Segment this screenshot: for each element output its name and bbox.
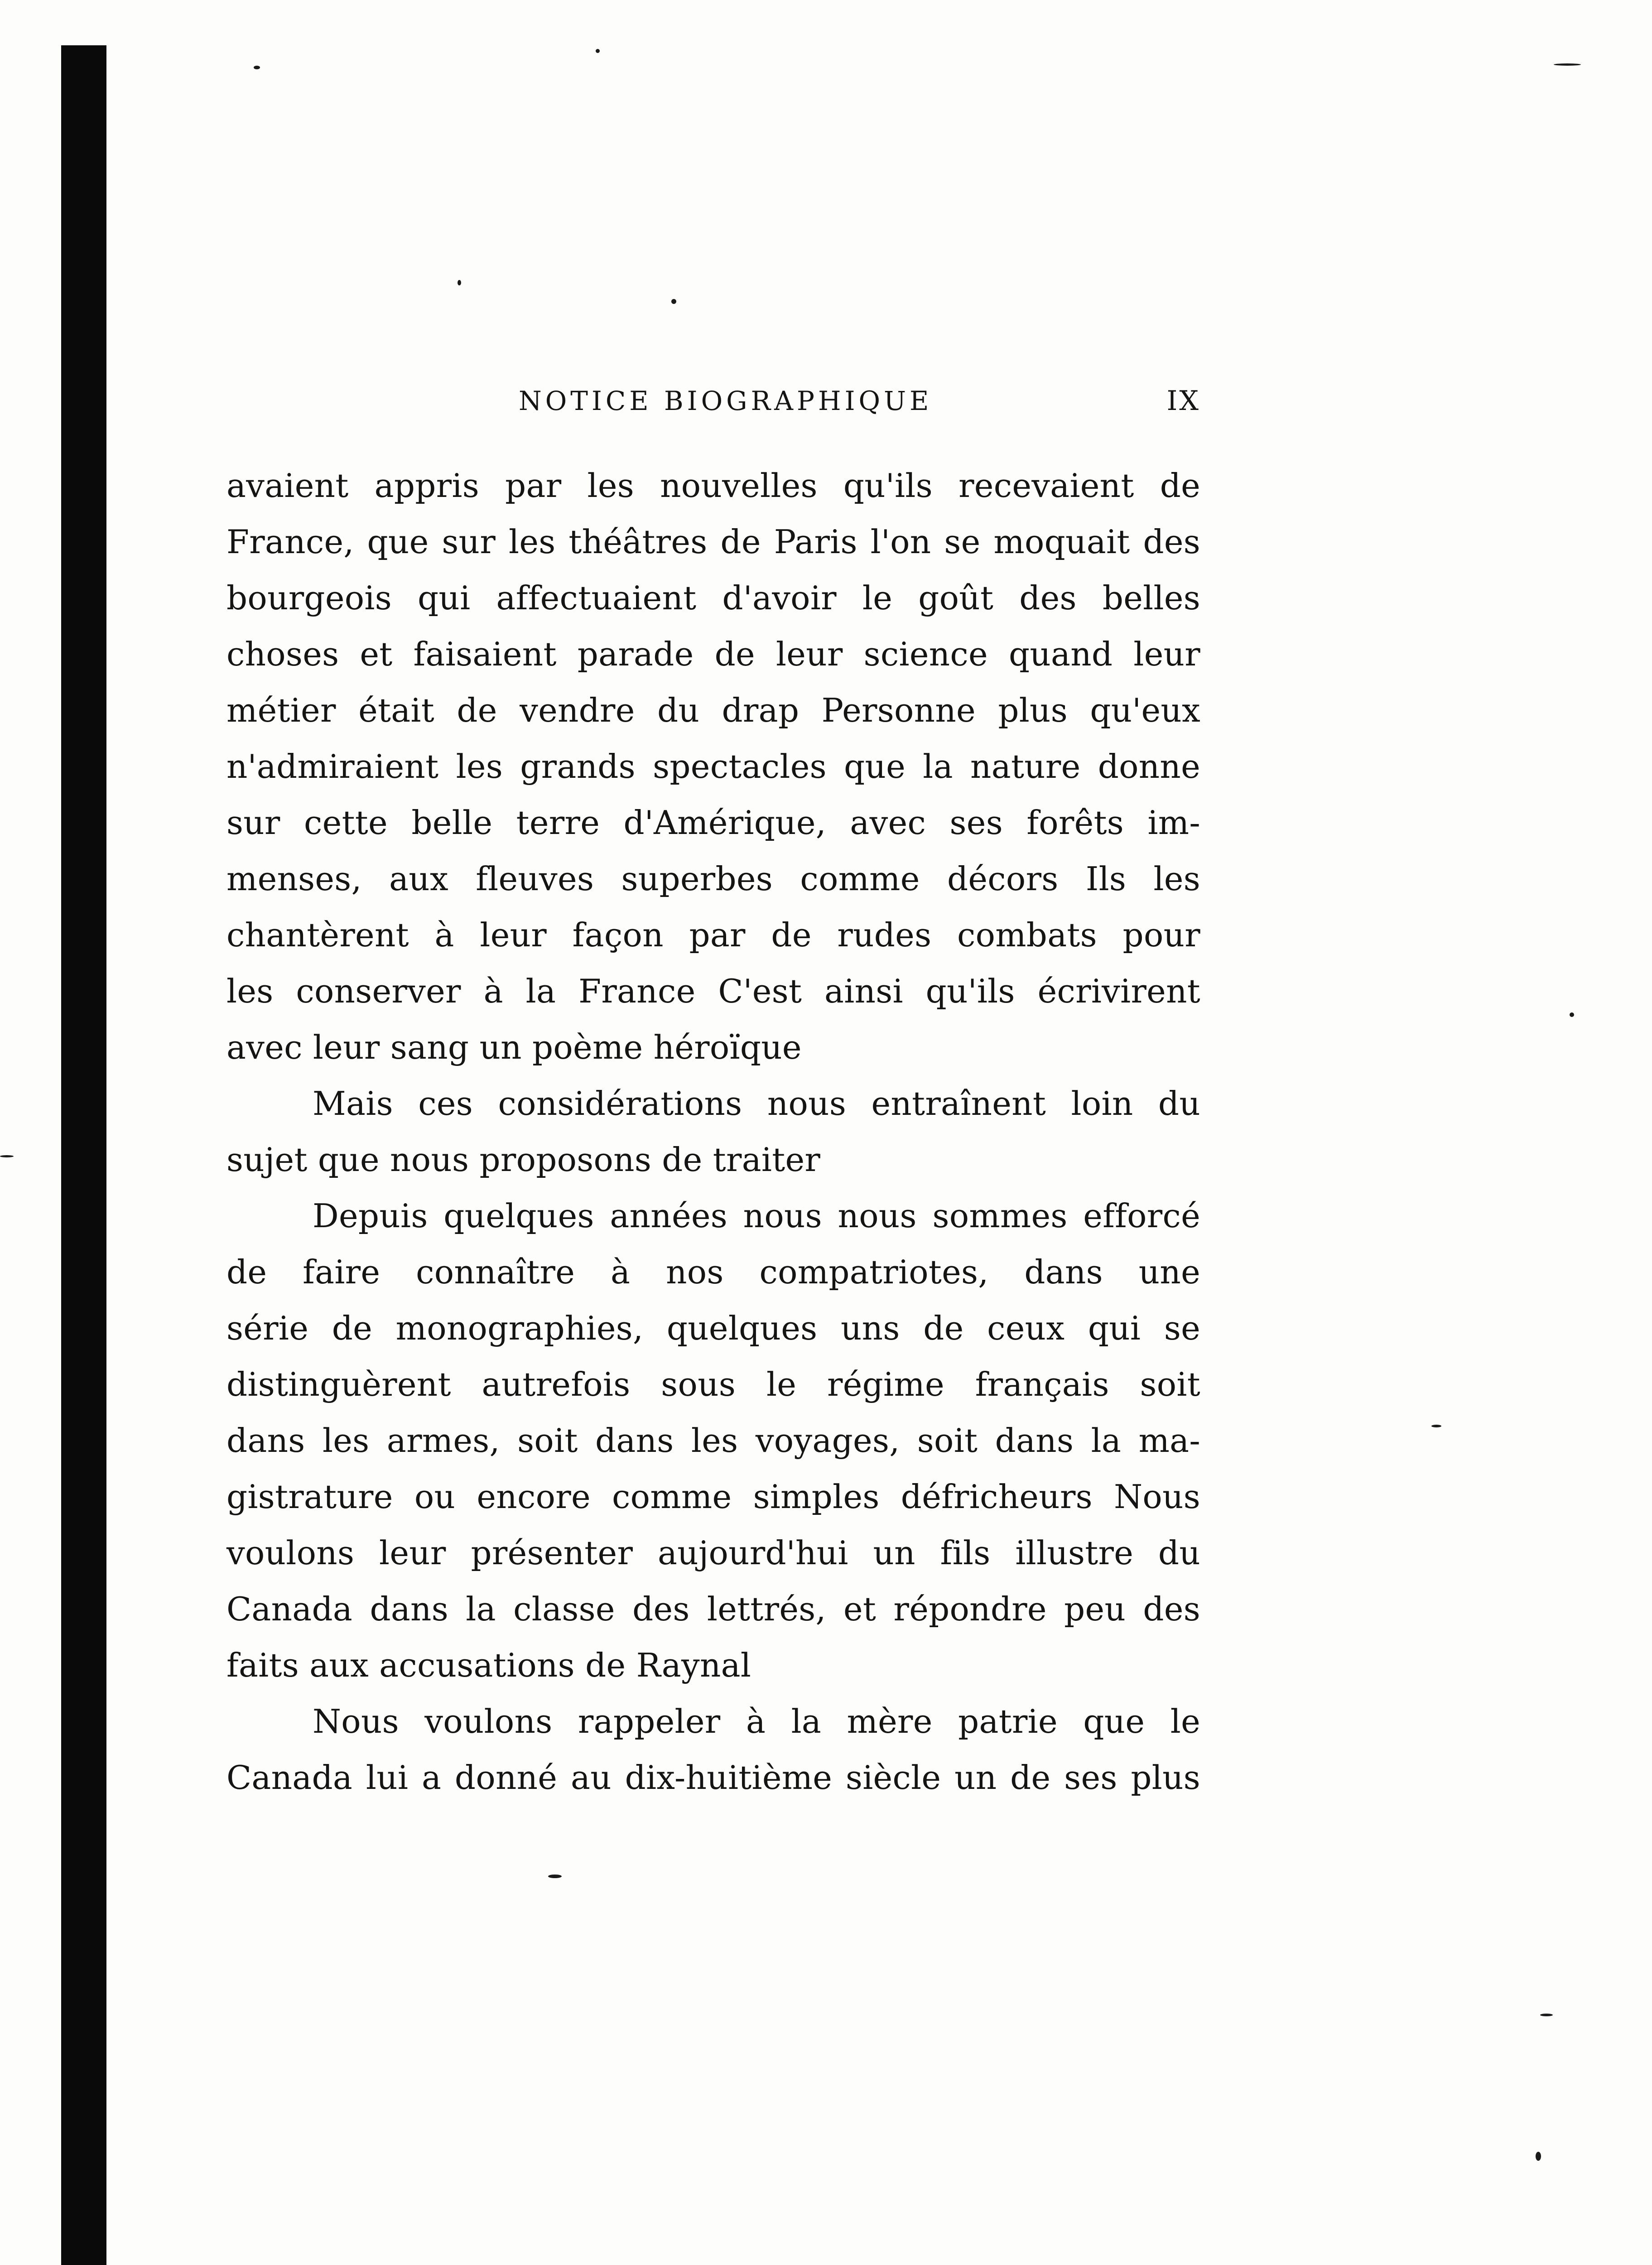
text-line: France, que sur les théâtres de Paris l'on se moquait des	[226, 523, 1200, 561]
text-line: dans les armes, soit dans les voyages, soit dans la ma-	[226, 1422, 1200, 1460]
scan-speck	[0, 1155, 14, 1157]
text-line: sur cette belle terre d'Amérique, avec ses forêts im-	[226, 804, 1200, 842]
paragraph-4	[226, 1693, 1200, 1806]
scan-speck	[254, 66, 260, 69]
paragraph-3	[226, 1188, 1200, 1693]
scan-speck	[1540, 2014, 1553, 2016]
scan-speck	[548, 1875, 562, 1878]
text-line: avaient appris par les nouvelles qu'ils recevaient de	[226, 467, 1200, 505]
body-text	[226, 458, 1200, 1806]
text-line: faits aux accusations de Raynal	[226, 1646, 751, 1684]
paragraph-2	[226, 1075, 1200, 1188]
paragraph-1	[226, 458, 1200, 1075]
text-line: Nous voulons rappeler à la mère patrie que le	[313, 1702, 1200, 1740]
text-line: les conserver à la France C'est ainsi qu'ils écrivirent	[226, 972, 1200, 1010]
text-line: Canada lui a donné au dix-huitième siècle un de ses plus	[226, 1759, 1200, 1797]
text-line: chantèrent à leur façon par de rudes combats pour	[226, 916, 1200, 954]
scan-speck	[458, 280, 461, 285]
text-line: Canada dans la classe des lettrés, et répondre peu des	[226, 1590, 1200, 1628]
text-line: choses et faisaient parade de leur science quand leur	[226, 635, 1200, 673]
running-head-title: NOTICE BIOGRAPHIQUE	[519, 386, 933, 416]
page-number: IX	[1166, 385, 1200, 417]
text-line: Depuis quelques années nous nous sommes efforcé	[313, 1197, 1200, 1235]
scan-speck	[1554, 63, 1581, 66]
text-line: avec leur sang un poème héroïque	[226, 1028, 802, 1066]
scan-speck	[1431, 1425, 1441, 1427]
text-line: gistrature ou encore comme simples défricheurs Nous	[226, 1478, 1200, 1516]
text-line: n'admiraient les grands spectacles que la nature donne	[226, 747, 1200, 786]
text-line: sujet que nous proposons de traiter	[226, 1141, 821, 1179]
text-line: bourgeois qui affectuaient d'avoir le goût des belles	[226, 579, 1200, 617]
text-line: distinguèrent autrefois sous le régime français soit	[226, 1365, 1200, 1403]
scan-speck	[596, 49, 600, 53]
text-line: métier était de vendre du drap Personne plus qu'eux	[226, 691, 1200, 729]
running-head	[226, 381, 1200, 421]
scan-speck	[1536, 2152, 1541, 2161]
text-line: voulons leur présenter aujourd'hui un fils illustre du	[226, 1534, 1200, 1572]
text-line: de faire connaître à nos compatriotes, dans une	[226, 1253, 1200, 1291]
text-line: menses, aux fleuves superbes comme décors Ils les	[226, 860, 1200, 898]
text-line: Mais ces considérations nous entraînent loin du	[313, 1084, 1200, 1123]
scan-speck	[671, 299, 676, 304]
dark-binding-edge	[61, 45, 106, 2265]
scan-speck	[1570, 1012, 1574, 1017]
text-line: série de monographies, quelques uns de ceux qui se	[226, 1309, 1200, 1347]
